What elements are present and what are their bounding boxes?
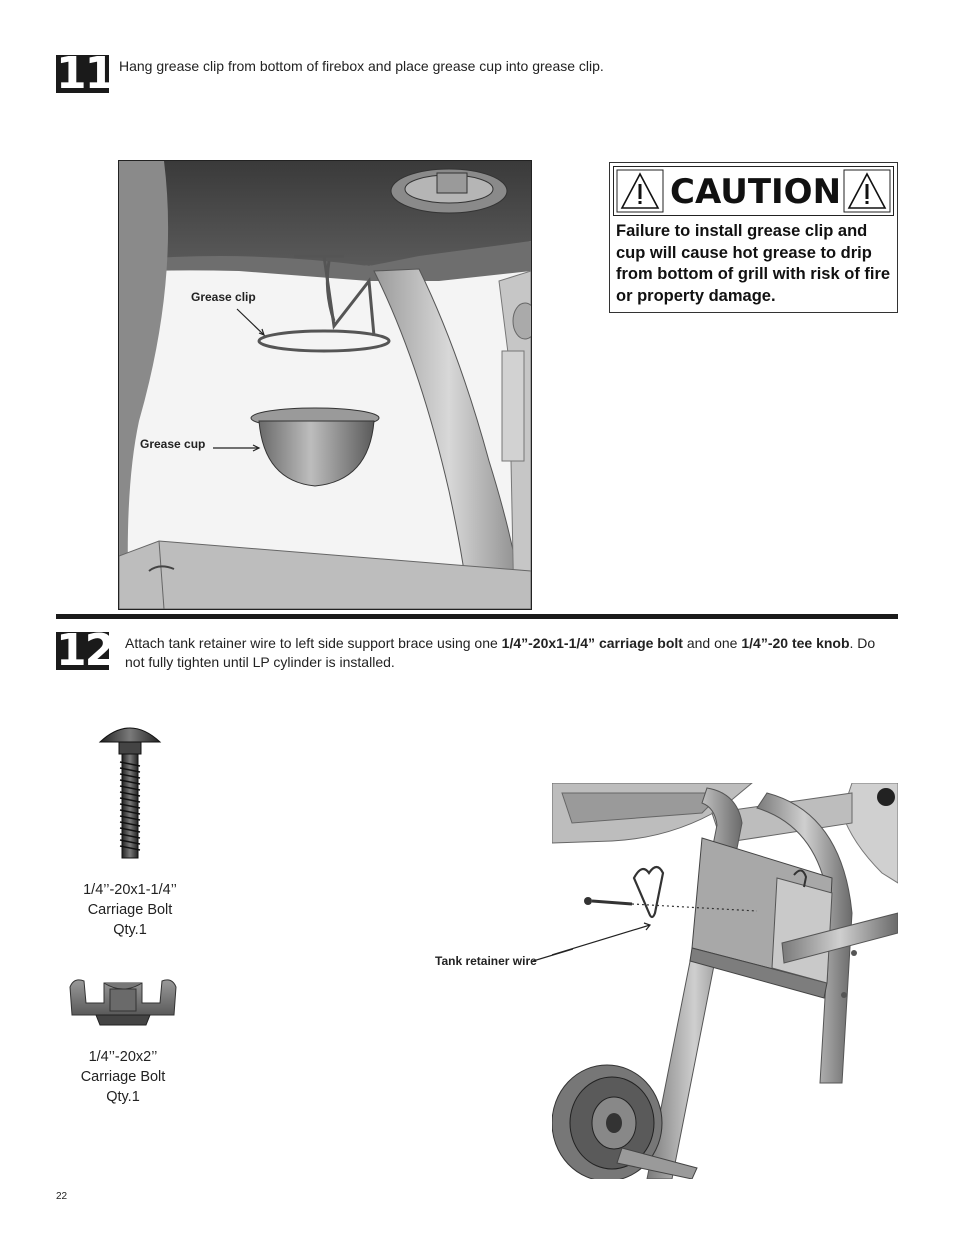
tee-knob-icon [68,975,178,1030]
hardware-spec: 1/4’’-20x1-1/4’’ [83,882,177,898]
step-11-instruction: Hang grease clip from bottom of firebox and place grease cup into grease clip. [119,58,604,74]
hardware-label-knob [55,1047,191,1107]
tank-retainer-wire-callout: Tank retainer wire [435,954,537,968]
hardware-type: Carriage Bolt [80,1069,166,1085]
warning-triangle-icon [843,169,891,213]
hardware-spec: 1/4’’-20x2’’ [88,1049,158,1065]
warning-triangle-icon [616,169,664,213]
carriage-bolt-icon [95,720,165,862]
tank-retainer-leader [533,918,573,964]
step-12-instruction [125,634,895,672]
grease-cup-callout: Grease cup [140,437,206,451]
caution-header [613,166,894,216]
step-12-text-2: and one [682,635,742,651]
step-12-text-3: . Do not fully tighten until LP cylinder is installed. [125,635,876,670]
hardware-label-bolt [60,880,200,940]
step-12-bolt-spec: 1/4”-20x1-1/4” carriage bolt [501,635,683,651]
tank-retainer-figure [552,783,898,1179]
hardware-qty: Qty.1 [106,1089,140,1105]
hardware-type: Carriage Bolt [87,902,173,918]
caution-text: Failure to install grease clip and cup will cause hot grease to drip from bottom of grill with risk of fire or property damage. [616,222,891,305]
step-12-knob-spec: 1/4”-20 tee knob [741,635,850,651]
cart-illustration [552,783,898,1179]
grease-clip-callout: Grease clip [191,290,256,304]
grease-clip-figure [118,160,532,610]
step-12-text-1: Attach tank retainer wire to left side support brace using one [125,635,502,651]
step-11-number: 11 [56,48,114,99]
caution-box [609,162,898,313]
hardware-qty: Qty.1 [113,922,147,938]
step-12-number: 12 [56,625,114,676]
grease-illustration [119,161,531,609]
caution-title: CAUTION [670,172,842,212]
page-number: 22 [56,1191,68,1202]
step-divider [56,614,898,619]
